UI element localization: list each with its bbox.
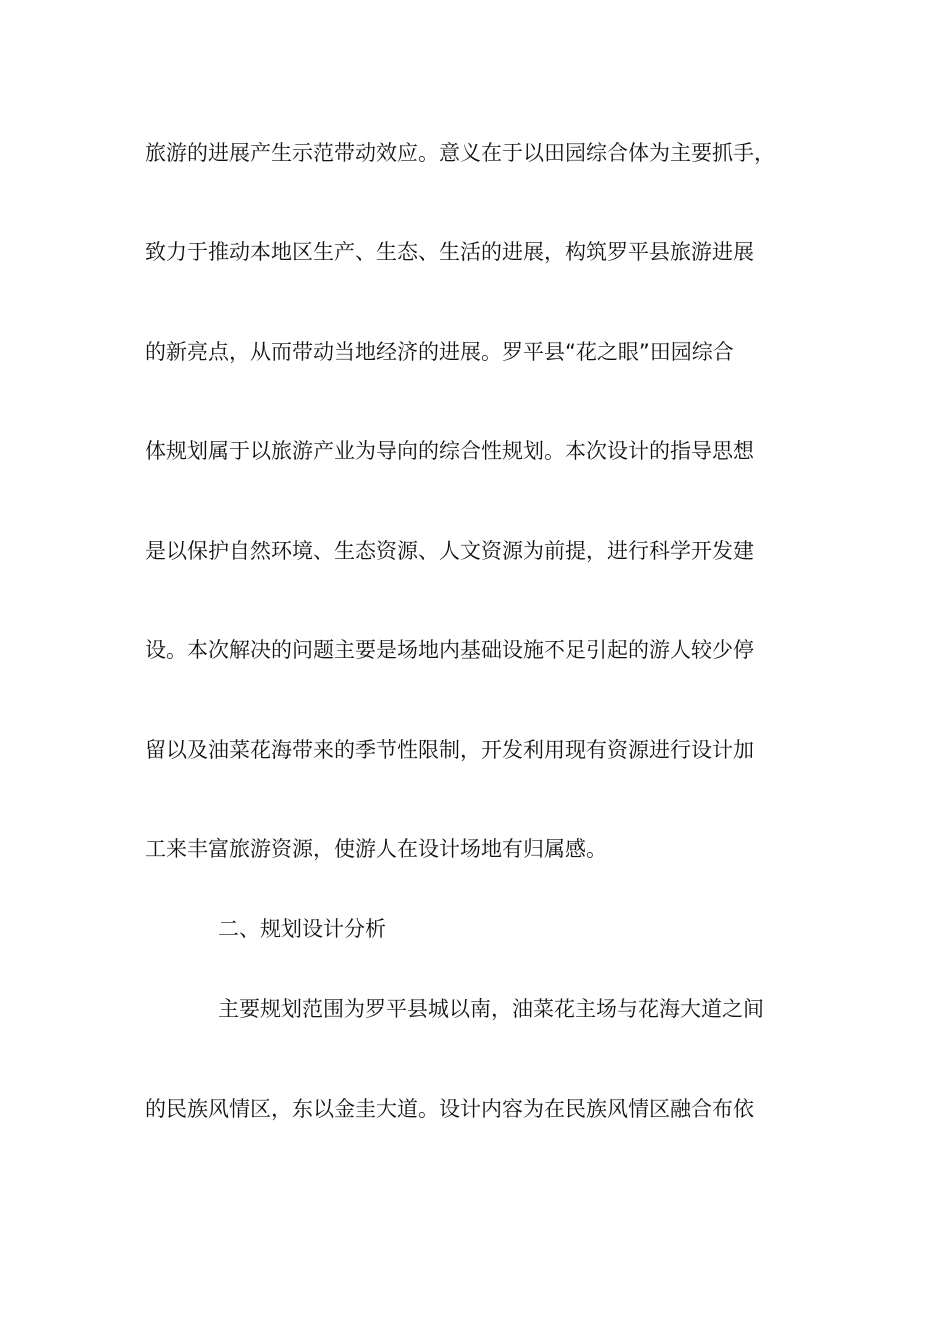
section-heading: 二、规划设计分析 [218, 917, 386, 941]
paragraph-line: 主要规划范围为罗平县城以南，油菜花主场与花海大道之间 [218, 997, 764, 1021]
paragraph-line: 的民族风情区，东以金圭大道。设计内容为在民族风情区融合布依 [145, 1097, 754, 1121]
paragraph-line: 致力于推动本地区生产、生态、生活的进展，构筑罗平县旅游进展 [145, 240, 754, 264]
paragraph-line: 旅游的进展产生示范带动效应。意义在于以田园综合体为主要抓手， [145, 141, 775, 165]
paragraph-line: 是以保护自然环境、生态资源、人文资源为前提，进行科学开发建 [145, 539, 754, 563]
paragraph-line: 的新亮点，从而带动当地经济的进展。罗平县“花之眼”田园综合 [145, 340, 734, 364]
paragraph-line: 工来丰富旅游资源，使游人在设计场地有归属感。 [145, 837, 607, 861]
paragraph-line: 留以及油菜花海带来的季节性限制，开发利用现有资源进行设计加 [145, 738, 754, 762]
paragraph-line: 设。本次解决的问题主要是场地内基础设施不足引起的游人较少停 [145, 638, 754, 662]
paragraph-line: 体规划属于以旅游产业为导向的综合性规划。本次设计的指导思想 [145, 439, 754, 463]
